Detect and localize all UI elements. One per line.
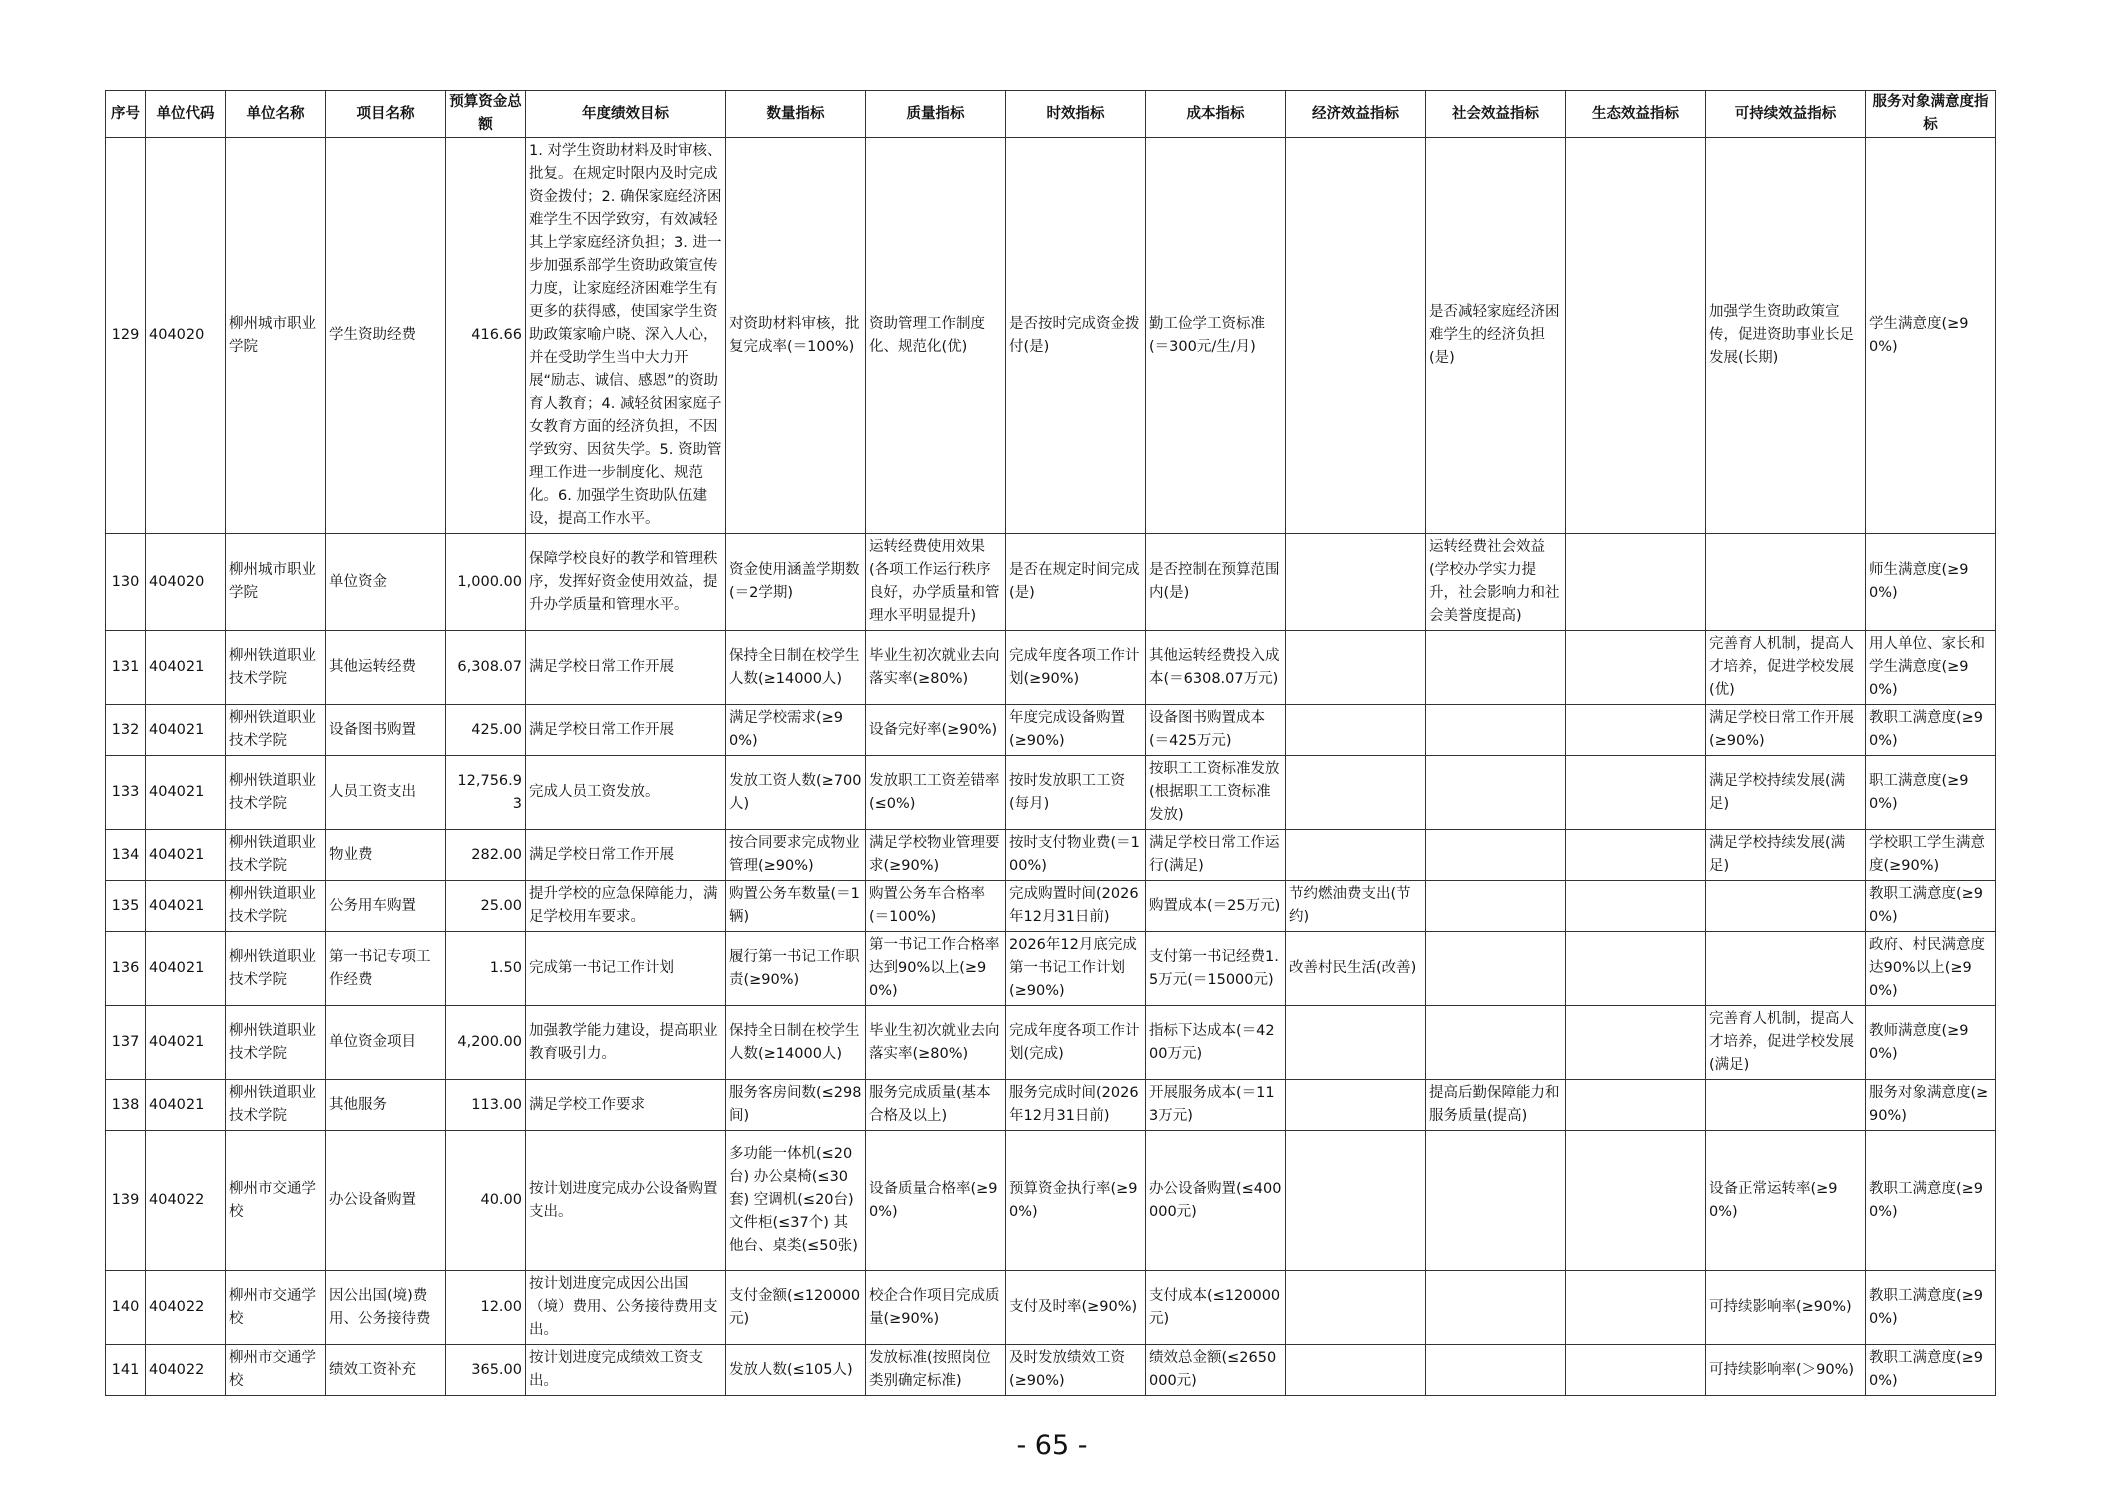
col-timeliness-cell: 是否按时完成资金拨付(是)	[1006, 138, 1146, 534]
col-satisfaction-cell: 政府、村民满意度达90%以上(≥90%)	[1866, 932, 1996, 1006]
col-sustainable-cell	[1706, 534, 1866, 631]
col-social-cell: 运转经费社会效益(学校办学实力提升，社会影响力和社会美誉度提高)	[1426, 534, 1566, 631]
col-ecological-cell	[1566, 1080, 1706, 1131]
col-seq-cell: 137	[106, 1006, 146, 1080]
col-annual-goal-cell: 保障学校良好的教学和管理秩序，发挥好资金使用效益，提升办学质量和管理水平。	[526, 534, 726, 631]
col-annual-goal-cell: 加强教学能力建设，提高职业教育吸引力。	[526, 1006, 726, 1080]
col-satisfaction-cell: 教职工满意度(≥90%)	[1866, 1131, 1996, 1271]
col-project-name-cell: 绩效工资补充	[326, 1345, 446, 1396]
col-social-cell	[1426, 1006, 1566, 1080]
col-ecological-cell	[1566, 631, 1706, 705]
col-unit-name-cell: 柳州铁道职业技术学院	[226, 631, 326, 705]
col-cost-cell: 勤工俭学工资标准(＝300元/生/月)	[1146, 138, 1286, 534]
col-sustainable-cell	[1706, 881, 1866, 932]
col-seq-cell: 140	[106, 1271, 146, 1345]
col-satisfaction-cell: 学生满意度(≥90%)	[1866, 138, 1996, 534]
col-seq-cell: 130	[106, 534, 146, 631]
col-quality-cell: 第一书记工作合格率达到90%以上(≥90%)	[866, 932, 1006, 1006]
col-sustainable-cell: 设备正常运转率(≥90%)	[1706, 1131, 1866, 1271]
col-budget-cell: 6,308.07	[446, 631, 526, 705]
col-quality-cell: 设备质量合格率(≥90%)	[866, 1131, 1006, 1271]
header-col-economic: 经济效益指标	[1286, 91, 1426, 138]
col-ecological-cell	[1566, 932, 1706, 1006]
col-timeliness-cell: 及时发放绩效工资(≥90%)	[1006, 1345, 1146, 1396]
col-satisfaction-cell: 用人单位、家长和学生满意度(≥90%)	[1866, 631, 1996, 705]
col-unit-name-cell: 柳州铁道职业技术学院	[226, 830, 326, 881]
col-cost-cell: 按职工工资标准发放(根据职工工资标准发放)	[1146, 756, 1286, 830]
table-row	[106, 1131, 1996, 1271]
col-unit-name-cell: 柳州铁道职业技术学院	[226, 1080, 326, 1131]
col-annual-goal-cell: 满足学校日常工作开展	[526, 830, 726, 881]
col-project-name-cell: 其他运转经费	[326, 631, 446, 705]
col-timeliness-cell: 是否在规定时间完成(是)	[1006, 534, 1146, 631]
col-quantity-cell: 支付金额(≤120000元)	[726, 1271, 866, 1345]
header-col-satisfaction: 服务对象满意度指标	[1866, 91, 1996, 138]
col-economic-cell	[1286, 1345, 1426, 1396]
col-unit-code-cell: 404021	[146, 1080, 226, 1131]
col-satisfaction-cell: 学校职工学生满意度(≥90%)	[1866, 830, 1996, 881]
col-project-name-cell: 单位资金项目	[326, 1006, 446, 1080]
col-timeliness-cell: 完成年度各项工作计划(完成)	[1006, 1006, 1146, 1080]
col-ecological-cell	[1566, 138, 1706, 534]
col-timeliness-cell: 完成年度各项工作计划(≥90%)	[1006, 631, 1146, 705]
col-project-name-cell: 学生资助经费	[326, 138, 446, 534]
col-ecological-cell	[1566, 705, 1706, 756]
col-cost-cell: 开展服务成本(＝113万元)	[1146, 1080, 1286, 1131]
col-annual-goal-cell: 1. 对学生资助材料及时审核、批复。在规定时限内及时完成资金拨付；2. 确保家庭经济困难学生不因学致穷，有效减轻其上学家庭经济负担；3. 进一步加强系部学生资助政策宣传力度，让家庭经济困难学生有更多的获得感，使国家学生资助政策家喻户晓、深入人心，并在受助学生当中大力开展“励志、诚信、感恩”的资助育人教育；4. 减轻贫困家庭子女教育方面的经济负担，不因学致穷、因贫失学。5. 资助管理工作进一步制度化、规范化。6. 加强学生资助队伍建设，提高工作水平。	[526, 138, 726, 534]
header-col-quantity: 数量指标	[726, 91, 866, 138]
col-budget-cell: 282.00	[446, 830, 526, 881]
col-social-cell	[1426, 1271, 1566, 1345]
col-project-name-cell: 其他服务	[326, 1080, 446, 1131]
col-quality-cell: 购置公务车合格率(＝100%)	[866, 881, 1006, 932]
col-social-cell	[1426, 1131, 1566, 1271]
col-budget-cell: 1.50	[446, 932, 526, 1006]
col-social-cell	[1426, 830, 1566, 881]
col-satisfaction-cell: 教职工满意度(≥90%)	[1866, 1345, 1996, 1396]
col-timeliness-cell: 按时发放职工工资(每月)	[1006, 756, 1146, 830]
col-unit-name-cell: 柳州铁道职业技术学院	[226, 705, 326, 756]
col-sustainable-cell	[1706, 932, 1866, 1006]
header-col-unit-name: 单位名称	[226, 91, 326, 138]
table-row	[106, 1271, 1996, 1345]
header-col-cost: 成本指标	[1146, 91, 1286, 138]
col-economic-cell	[1286, 631, 1426, 705]
header-col-social: 社会效益指标	[1426, 91, 1566, 138]
col-project-name-cell: 因公出国(境)费用、公务接待费	[326, 1271, 446, 1345]
col-unit-name-cell: 柳州城市职业学院	[226, 138, 326, 534]
col-sustainable-cell: 满足学校持续发展(满足)	[1706, 830, 1866, 881]
col-economic-cell: 节约燃油费支出(节约)	[1286, 881, 1426, 932]
table-row	[106, 138, 1996, 534]
performance-table	[105, 90, 1996, 1396]
col-ecological-cell	[1566, 1271, 1706, 1345]
col-ecological-cell	[1566, 1131, 1706, 1271]
header-col-sustainable: 可持续效益指标	[1706, 91, 1866, 138]
col-social-cell: 是否减轻家庭经济困难学生的经济负担(是)	[1426, 138, 1566, 534]
col-unit-code-cell: 404021	[146, 830, 226, 881]
col-seq-cell: 129	[106, 138, 146, 534]
table-row	[106, 705, 1996, 756]
col-annual-goal-cell: 按计划进度完成绩效工资支出。	[526, 1345, 726, 1396]
header-col-project-name: 项目名称	[326, 91, 446, 138]
col-economic-cell	[1286, 756, 1426, 830]
col-unit-code-cell: 404022	[146, 1345, 226, 1396]
col-social-cell: 提高后勤保障能力和服务质量(提高)	[1426, 1080, 1566, 1131]
col-sustainable-cell: 可持续影响率(＞90%)	[1706, 1345, 1866, 1396]
col-seq-cell: 139	[106, 1131, 146, 1271]
col-satisfaction-cell: 职工满意度(≥90%)	[1866, 756, 1996, 830]
col-cost-cell: 办公设备购置(≤400000元)	[1146, 1131, 1286, 1271]
col-budget-cell: 12,756.93	[446, 756, 526, 830]
col-satisfaction-cell: 服务对象满意度(≥90%)	[1866, 1080, 1996, 1131]
table-row	[106, 1345, 1996, 1396]
col-ecological-cell	[1566, 756, 1706, 830]
col-unit-code-cell: 404021	[146, 881, 226, 932]
col-social-cell	[1426, 932, 1566, 1006]
col-budget-cell: 1,000.00	[446, 534, 526, 631]
col-unit-code-cell: 404021	[146, 932, 226, 1006]
col-cost-cell: 支付成本(≤120000元)	[1146, 1271, 1286, 1345]
col-quantity-cell: 资金使用涵盖学期数(＝2学期)	[726, 534, 866, 631]
col-sustainable-cell: 可持续影响率(≥90%)	[1706, 1271, 1866, 1345]
col-budget-cell: 113.00	[446, 1080, 526, 1131]
col-cost-cell: 设备图书购置成本(＝425万元)	[1146, 705, 1286, 756]
col-satisfaction-cell: 教职工满意度(≥90%)	[1866, 881, 1996, 932]
header-col-quality: 质量指标	[866, 91, 1006, 138]
col-satisfaction-cell: 教职工满意度(≥90%)	[1866, 705, 1996, 756]
col-unit-name-cell: 柳州铁道职业技术学院	[226, 881, 326, 932]
col-project-name-cell: 设备图书购置	[326, 705, 446, 756]
col-ecological-cell	[1566, 881, 1706, 932]
col-economic-cell	[1286, 1080, 1426, 1131]
col-economic-cell	[1286, 830, 1426, 881]
col-quantity-cell: 发放人数(≤105人)	[726, 1345, 866, 1396]
col-budget-cell: 40.00	[446, 1131, 526, 1271]
col-project-name-cell: 人员工资支出	[326, 756, 446, 830]
col-ecological-cell	[1566, 830, 1706, 881]
col-unit-name-cell: 柳州城市职业学院	[226, 534, 326, 631]
col-social-cell	[1426, 881, 1566, 932]
table-row	[106, 631, 1996, 705]
col-unit-code-cell: 404022	[146, 1271, 226, 1345]
col-satisfaction-cell: 教师满意度(≥90%)	[1866, 1006, 1996, 1080]
col-quantity-cell: 服务客房间数(≤298间)	[726, 1080, 866, 1131]
col-sustainable-cell: 完善育人机制，提高人才培养，促进学校发展(满足)	[1706, 1006, 1866, 1080]
header-col-budget: 预算资金总额	[446, 91, 526, 138]
col-cost-cell: 满足学校日常工作运行(满足)	[1146, 830, 1286, 881]
page-number: - 65 -	[1016, 1430, 1088, 1461]
col-seq-cell: 136	[106, 932, 146, 1006]
col-sustainable-cell: 完善育人机制，提高人才培养，促进学校发展(优)	[1706, 631, 1866, 705]
col-unit-name-cell: 柳州铁道职业技术学院	[226, 756, 326, 830]
header-col-timeliness: 时效指标	[1006, 91, 1146, 138]
col-unit-name-cell: 柳州市交通学校	[226, 1131, 326, 1271]
col-quantity-cell: 多功能一体机(≤20台) 办公桌椅(≤30套) 空调机(≤20台) 文件柜(≤37个) 其他台、桌类(≤50张)	[726, 1131, 866, 1271]
table-row	[106, 1080, 1996, 1131]
col-budget-cell: 25.00	[446, 881, 526, 932]
col-seq-cell: 133	[106, 756, 146, 830]
col-seq-cell: 138	[106, 1080, 146, 1131]
header-row	[106, 91, 1996, 138]
col-project-name-cell: 公务用车购置	[326, 881, 446, 932]
col-unit-name-cell: 柳州铁道职业技术学院	[226, 932, 326, 1006]
col-project-name-cell: 第一书记专项工作经费	[326, 932, 446, 1006]
col-quantity-cell: 按合同要求完成物业管理(≥90%)	[726, 830, 866, 881]
table-header	[106, 91, 1996, 138]
col-cost-cell: 其他运转经费投入成本(＝6308.07万元)	[1146, 631, 1286, 705]
col-project-name-cell: 办公设备购置	[326, 1131, 446, 1271]
table-row	[106, 881, 1996, 932]
col-cost-cell: 购置成本(＝25万元)	[1146, 881, 1286, 932]
col-ecological-cell	[1566, 534, 1706, 631]
col-project-name-cell: 物业费	[326, 830, 446, 881]
col-timeliness-cell: 年度完成设备购置(≥90%)	[1006, 705, 1146, 756]
col-unit-name-cell: 柳州铁道职业技术学院	[226, 1006, 326, 1080]
col-satisfaction-cell: 师生满意度(≥90%)	[1866, 534, 1996, 631]
header-col-seq: 序号	[106, 91, 146, 138]
col-timeliness-cell: 按时支付物业费(＝100%)	[1006, 830, 1146, 881]
col-annual-goal-cell: 满足学校日常工作开展	[526, 705, 726, 756]
col-timeliness-cell: 支付及时率(≥90%)	[1006, 1271, 1146, 1345]
col-seq-cell: 134	[106, 830, 146, 881]
col-cost-cell: 绩效总金额(≤2650000元)	[1146, 1345, 1286, 1396]
col-annual-goal-cell: 满足学校日常工作开展	[526, 631, 726, 705]
col-sustainable-cell	[1706, 1080, 1866, 1131]
col-unit-code-cell: 404022	[146, 1131, 226, 1271]
col-sustainable-cell: 满足学校持续发展(满足)	[1706, 756, 1866, 830]
col-unit-code-cell: 404021	[146, 705, 226, 756]
col-quantity-cell: 保持全日制在校学生人数(≥14000人)	[726, 1006, 866, 1080]
col-timeliness-cell: 服务完成时间(2026年12月31日前)	[1006, 1080, 1146, 1131]
col-quantity-cell: 保持全日制在校学生人数(≥14000人)	[726, 631, 866, 705]
header-col-annual-goal: 年度绩效目标	[526, 91, 726, 138]
col-quality-cell: 满足学校物业管理要求(≥90%)	[866, 830, 1006, 881]
col-economic-cell: 改善村民生活(改善)	[1286, 932, 1426, 1006]
col-social-cell	[1426, 631, 1566, 705]
col-budget-cell: 12.00	[446, 1271, 526, 1345]
col-quality-cell: 资助管理工作制度化、规范化(优)	[866, 138, 1006, 534]
col-quantity-cell: 对资助材料审核，批复完成率(＝100%)	[726, 138, 866, 534]
col-quantity-cell: 发放工资人数(≥700人)	[726, 756, 866, 830]
col-cost-cell: 指标下达成本(＝4200万元)	[1146, 1006, 1286, 1080]
col-seq-cell: 135	[106, 881, 146, 932]
col-cost-cell: 支付第一书记经费1.5万元(＝15000元)	[1146, 932, 1286, 1006]
header-col-unit-code: 单位代码	[146, 91, 226, 138]
col-seq-cell: 132	[106, 705, 146, 756]
col-quality-cell: 设备完好率(≥90%)	[866, 705, 1006, 756]
col-sustainable-cell: 满足学校日常工作开展(≥90%)	[1706, 705, 1866, 756]
col-annual-goal-cell: 提升学校的应急保障能力，满足学校用车要求。	[526, 881, 726, 932]
col-economic-cell	[1286, 138, 1426, 534]
col-timeliness-cell: 预算资金执行率(≥90%)	[1006, 1131, 1146, 1271]
col-quantity-cell: 满足学校需求(≥90%)	[726, 705, 866, 756]
col-sustainable-cell: 加强学生资助政策宣传，促进资助事业长足发展(长期)	[1706, 138, 1866, 534]
col-seq-cell: 131	[106, 631, 146, 705]
col-quality-cell: 毕业生初次就业去向落实率(≥80%)	[866, 1006, 1006, 1080]
col-unit-name-cell: 柳州市交通学校	[226, 1345, 326, 1396]
col-quality-cell: 服务完成质量(基本合格及以上)	[866, 1080, 1006, 1131]
col-annual-goal-cell: 按计划进度完成办公设备购置支出。	[526, 1131, 726, 1271]
col-satisfaction-cell: 教职工满意度(≥90%)	[1866, 1271, 1996, 1345]
col-annual-goal-cell: 完成人员工资发放。	[526, 756, 726, 830]
col-unit-code-cell: 404020	[146, 138, 226, 534]
col-quality-cell: 发放职工工资差错率(≤0%)	[866, 756, 1006, 830]
col-economic-cell	[1286, 705, 1426, 756]
col-quality-cell: 校企合作项目完成质量(≥90%)	[866, 1271, 1006, 1345]
col-project-name-cell: 单位资金	[326, 534, 446, 631]
col-unit-code-cell: 404021	[146, 1006, 226, 1080]
col-economic-cell	[1286, 1006, 1426, 1080]
table-body	[106, 138, 1996, 1396]
col-ecological-cell	[1566, 1006, 1706, 1080]
col-budget-cell: 425.00	[446, 705, 526, 756]
col-economic-cell	[1286, 1271, 1426, 1345]
col-quantity-cell: 购置公务车数量(＝1辆)	[726, 881, 866, 932]
col-ecological-cell	[1566, 1345, 1706, 1396]
col-annual-goal-cell: 完成第一书记工作计划	[526, 932, 726, 1006]
table-row	[106, 1006, 1996, 1080]
col-cost-cell: 是否控制在预算范围内(是)	[1146, 534, 1286, 631]
col-economic-cell	[1286, 534, 1426, 631]
table-row	[106, 534, 1996, 631]
col-timeliness-cell: 2026年12月底完成第一书记工作计划(≥90%)	[1006, 932, 1146, 1006]
col-budget-cell: 365.00	[446, 1345, 526, 1396]
col-unit-code-cell: 404020	[146, 534, 226, 631]
col-social-cell	[1426, 705, 1566, 756]
col-seq-cell: 141	[106, 1345, 146, 1396]
col-quantity-cell: 履行第一书记工作职责(≥90%)	[726, 932, 866, 1006]
table-row	[106, 830, 1996, 881]
col-social-cell	[1426, 756, 1566, 830]
col-unit-code-cell: 404021	[146, 756, 226, 830]
col-budget-cell: 4,200.00	[446, 1006, 526, 1080]
col-quality-cell: 毕业生初次就业去向落实率(≥80%)	[866, 631, 1006, 705]
col-budget-cell: 416.66	[446, 138, 526, 534]
table-row	[106, 932, 1996, 1006]
table-row	[106, 756, 1996, 830]
col-economic-cell	[1286, 1131, 1426, 1271]
col-timeliness-cell: 完成购置时间(2026年12月31日前)	[1006, 881, 1146, 932]
col-unit-code-cell: 404021	[146, 631, 226, 705]
col-annual-goal-cell: 满足学校工作要求	[526, 1080, 726, 1131]
col-quality-cell: 发放标准(按照岗位类别确定标准)	[866, 1345, 1006, 1396]
header-col-ecological: 生态效益指标	[1566, 91, 1706, 138]
col-annual-goal-cell: 按计划进度完成因公出国（境）费用、公务接待费用支出。	[526, 1271, 726, 1345]
col-social-cell	[1426, 1345, 1566, 1396]
col-unit-name-cell: 柳州市交通学校	[226, 1271, 326, 1345]
col-quality-cell: 运转经费使用效果(各项工作运行秩序良好，办学质量和管理水平明显提升)	[866, 534, 1006, 631]
